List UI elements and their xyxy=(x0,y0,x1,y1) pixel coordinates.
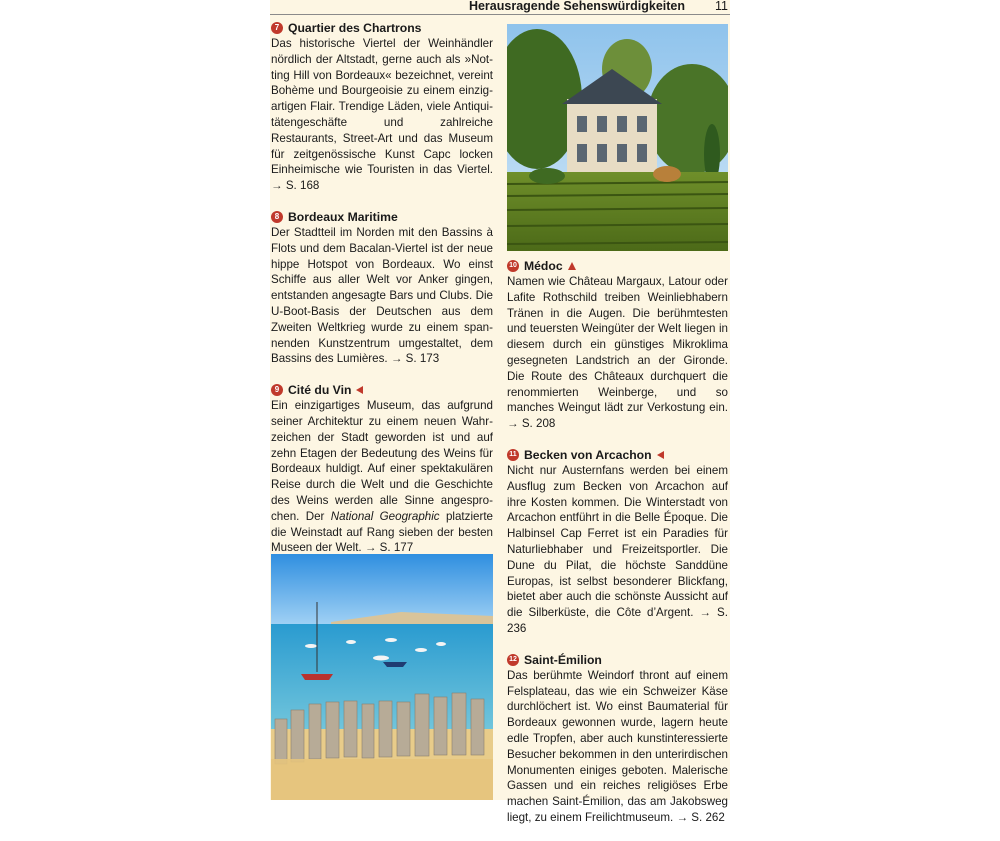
entry-title: Médoc xyxy=(524,259,563,273)
entry-number-badge: 8 xyxy=(271,211,283,223)
right-column xyxy=(507,258,728,841)
entry-text: Das berühmte Weindorf thront auf einem Felsplateau, das wie ein Schweizer Käse durchlöchert ist. Wo einst Baumaterial für Bordeaux gewonnen wurde, lagern heute edle Tropfen, aber auch kunstinteressierte Besucher bekommen in den unterirdischen Monumenten einiges geboten. Malerische Gassen und ein reiches religiöses Erbe machen Saint-Émilion, das am Jakobsweg liegt, zu einem Freilichtmuseum. → S. 262 xyxy=(507,668,728,824)
entry-quartier-des-chartrons xyxy=(271,20,493,194)
entry-title: Cité du Vin xyxy=(288,383,352,398)
entry-medoc xyxy=(507,258,728,432)
entry-heading xyxy=(507,652,728,668)
entry-title: Becken von Arcachon xyxy=(524,447,652,462)
highlight-triangle-up-icon xyxy=(568,262,576,270)
entry-number-badge: 11 xyxy=(507,449,519,461)
entry-text xyxy=(271,398,493,556)
entry-number-badge: 9 xyxy=(271,384,283,396)
running-head xyxy=(270,0,730,15)
entry-becken-von-arcachon xyxy=(507,447,728,637)
entry-title: Saint-Émilion xyxy=(524,652,602,667)
entry-title: Bordeaux Maritime xyxy=(288,209,398,224)
entry-text: Der Stadtteil im Norden mit den Bassins à Flots und dem Bacalan-Viertel ist der neue hippe Hotspot von Bordeaux. Wo einst Schiffe aus aller Welt vor Anker gingen, entstanden angesagte Bars und Clubs. Die U-Boot-Basis der Deutschen aus dem Zweiten Weltkrieg wurde zu einem spannenden Kunstzentrum umgestaltet, dem Bassins des Lumières. → S. 173 xyxy=(271,225,493,366)
entry-text-part: platzierte die Weinstadt auf Rang sieben der besten Museen der Welt. → S. 177 xyxy=(271,509,494,555)
entry-heading xyxy=(507,258,728,274)
entry-text: Nicht nur Austernfans werden bei einem Ausflug zum Becken von Arcachon auf ihre Kosten kommen. Die Winterstadt von Arcachon entführt in die Belle Époque. Die Halbinsel Cap Ferret ist ein Paradies für Naturliebhaber und Freizeitsportler. Die Dune du Pilat, die höchste Sanddüne Europas, ist selbst besonderer Blickfang, bietet aber auch die schönste Aussicht auf die Silberküste, die Côte d’Argent. → S. 236 xyxy=(507,463,728,635)
entry-number-badge: 12 xyxy=(507,654,519,666)
arcachon-bay-photo xyxy=(271,554,493,800)
entry-heading xyxy=(271,382,493,398)
medoc-chateau-photo xyxy=(507,24,728,251)
highlight-triangle-left-icon xyxy=(657,451,664,459)
entry-text-part: Ein einzigartiges Museum, das aufgrund seiner Architektur zu einem neuen Wahrzeichen der Stadt geworden ist und auf zehn Etagen der Bedeutung des Weins für Bordeaux huldigt. Auf einer spektakulären Reise durch die Welt und die Geschichte des Weins werden alle Sinne angesprochen. Der xyxy=(271,399,493,523)
entry-text: Das historische Viertel der Weinhändler nördlich der Altstadt, gerne auch als »Notting Hill von Bordeaux« bezeichnet, vereint Bohème und Bourgeoisie zu einem einzigartigen Flair. Trendige Läden, viele Antiquitätengeschäfte und zahlreiche Restaurants, Street-Art und das Museum für zeitgenössische Kunst Capc locken Einheimische wie Touristen in das Viertel. → S. 168 xyxy=(271,37,493,193)
entry-text-italic: National Geographic xyxy=(330,509,440,523)
entry-number-badge: 7 xyxy=(271,22,283,34)
entry-bordeaux-maritime xyxy=(271,209,493,367)
entry-text: Namen wie Château Margaux, Latour oder Lafite Rothschild treiben Weinliebhabern Tränen in die Augen. Die berühmtesten und teuersten Weingüter der Welt liegen in diesem durch ein günstiges Mikroklima gesegneten Landstrich an der Gironde. Die Route des Châteaux durchquert die renommierten Weinberge, und so manches Weingut lädt zur Verkostung ein. → S. 208 xyxy=(507,275,728,431)
page-number: 11 xyxy=(715,0,728,13)
highlight-triangle-left-icon xyxy=(356,386,363,394)
left-column xyxy=(271,20,493,571)
running-head-title: Herausragende Sehenswürdigkeiten xyxy=(468,0,685,13)
entry-cite-du-vin xyxy=(271,382,493,556)
entry-heading xyxy=(271,20,493,36)
entry-heading xyxy=(507,447,728,463)
entry-title: Quartier des Chartrons xyxy=(288,21,422,35)
entry-number-badge: 10 xyxy=(507,260,519,272)
entry-heading xyxy=(271,209,493,225)
